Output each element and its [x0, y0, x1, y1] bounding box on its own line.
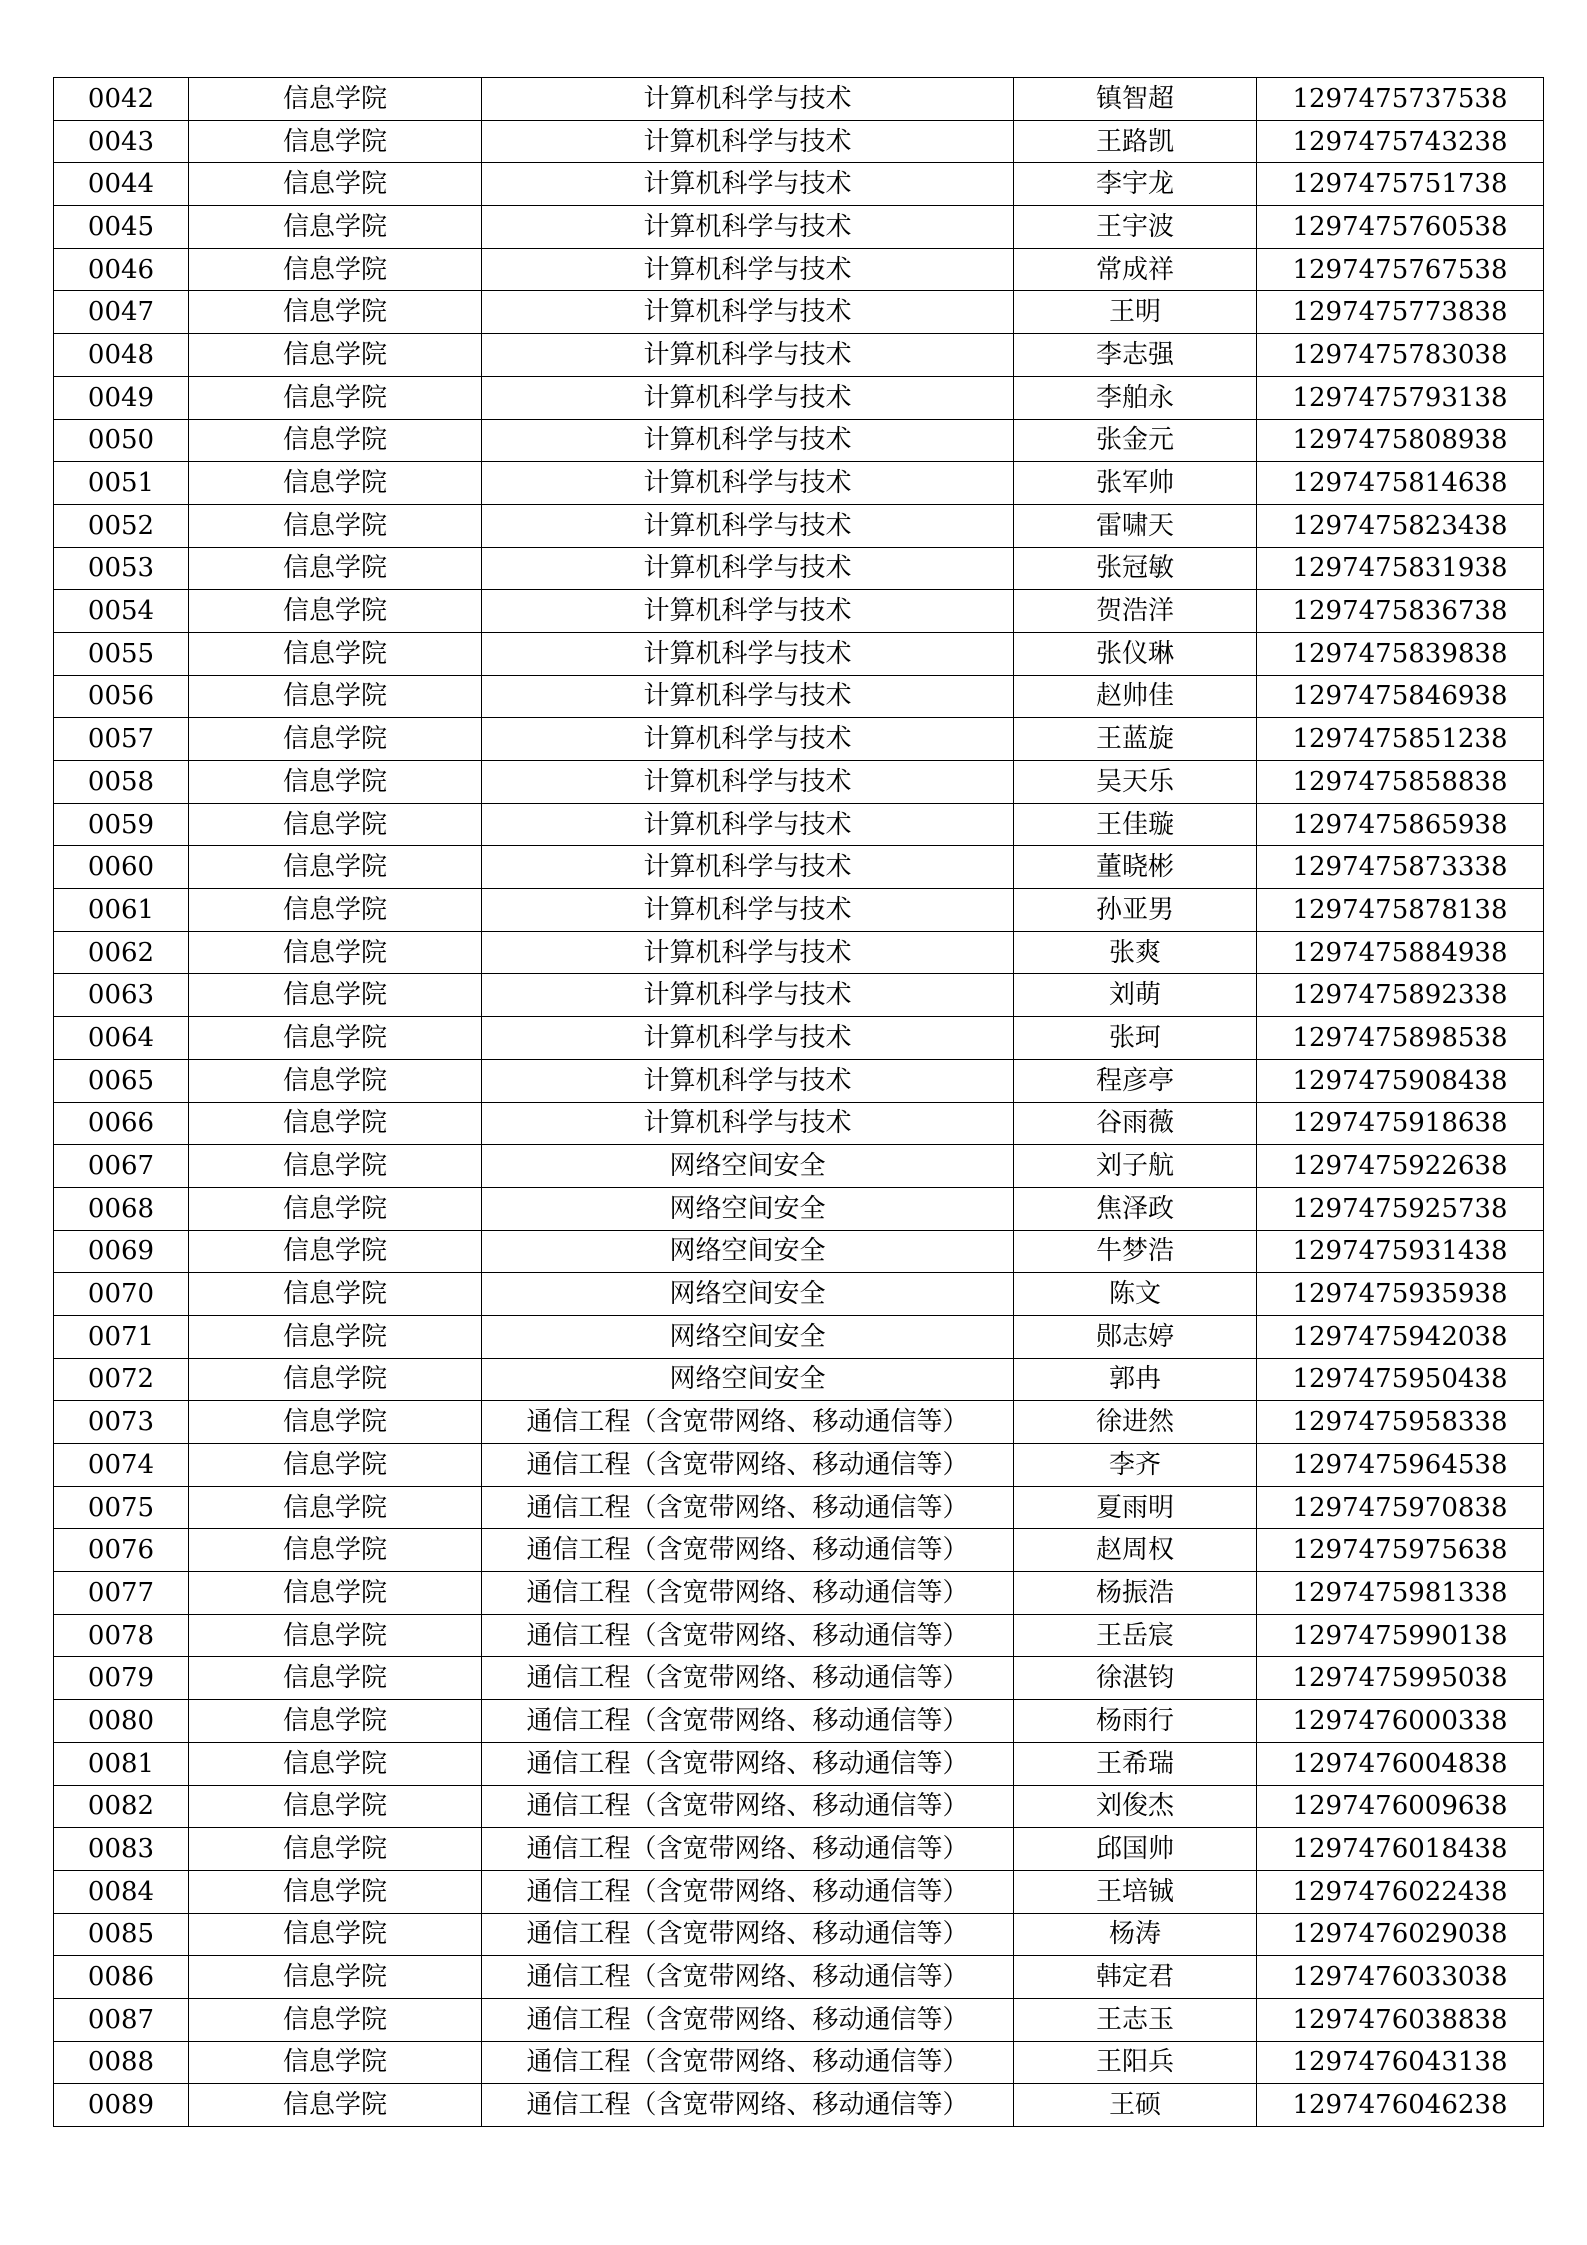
major-cell: 网络空间安全: [482, 1315, 1014, 1358]
major-cell: 通信工程（含宽带网络、移动通信等）: [482, 1614, 1014, 1657]
exam-id-cell: 1297476018438: [1257, 1828, 1544, 1871]
serial-number-cell: 0068: [54, 1187, 189, 1230]
college-cell: 信息学院: [189, 2084, 482, 2127]
table-row: [54, 1358, 1544, 1401]
exam-id-cell: 1297475737538: [1257, 78, 1544, 121]
student-list-table: [53, 77, 1544, 2127]
college-cell: 信息学院: [189, 1614, 482, 1657]
college-cell: 信息学院: [189, 1785, 482, 1828]
table-row: [54, 675, 1544, 718]
exam-id-cell: 1297475922638: [1257, 1145, 1544, 1188]
student-name-cell: 邱国帅: [1014, 1828, 1257, 1871]
serial-number-cell: 0073: [54, 1401, 189, 1444]
exam-id-cell: 1297476038838: [1257, 1998, 1544, 2041]
student-name-cell: 郭冉: [1014, 1358, 1257, 1401]
major-cell: 计算机科学与技术: [482, 419, 1014, 462]
exam-id-cell: 1297475942038: [1257, 1315, 1544, 1358]
major-cell: 网络空间安全: [482, 1358, 1014, 1401]
college-cell: 信息学院: [189, 1828, 482, 1871]
college-cell: 信息学院: [189, 78, 482, 121]
table-row: [54, 1315, 1544, 1358]
student-name-cell: 张军帅: [1014, 462, 1257, 505]
college-cell: 信息学院: [189, 803, 482, 846]
serial-number-cell: 0047: [54, 291, 189, 334]
table-row: [54, 931, 1544, 974]
table-row: [54, 1742, 1544, 1785]
table-row: [54, 1529, 1544, 1572]
college-cell: 信息学院: [189, 120, 482, 163]
major-cell: 计算机科学与技术: [482, 120, 1014, 163]
exam-id-cell: 1297475964538: [1257, 1444, 1544, 1487]
student-name-cell: 李舶永: [1014, 376, 1257, 419]
table-row: [54, 1187, 1544, 1230]
college-cell: 信息学院: [189, 1145, 482, 1188]
exam-id-cell: 1297475981338: [1257, 1572, 1544, 1615]
major-cell: 计算机科学与技术: [482, 462, 1014, 505]
major-cell: 通信工程（含宽带网络、移动通信等）: [482, 1998, 1014, 2041]
major-cell: 通信工程（含宽带网络、移动通信等）: [482, 1956, 1014, 1999]
student-name-cell: 王岳宸: [1014, 1614, 1257, 1657]
serial-number-cell: 0056: [54, 675, 189, 718]
serial-number-cell: 0044: [54, 163, 189, 206]
serial-number-cell: 0055: [54, 632, 189, 675]
college-cell: 信息学院: [189, 1700, 482, 1743]
major-cell: 计算机科学与技术: [482, 376, 1014, 419]
serial-number-cell: 0053: [54, 547, 189, 590]
student-name-cell: 镇智超: [1014, 78, 1257, 121]
serial-number-cell: 0084: [54, 1870, 189, 1913]
table-row: [54, 974, 1544, 1017]
table-body: [54, 78, 1544, 2127]
student-name-cell: 杨涛: [1014, 1913, 1257, 1956]
major-cell: 计算机科学与技术: [482, 248, 1014, 291]
table-row: [54, 1273, 1544, 1316]
serial-number-cell: 0077: [54, 1572, 189, 1615]
student-name-cell: 常成祥: [1014, 248, 1257, 291]
student-name-cell: 贺浩洋: [1014, 590, 1257, 633]
student-name-cell: 赵帅佳: [1014, 675, 1257, 718]
major-cell: 通信工程（含宽带网络、移动通信等）: [482, 2084, 1014, 2127]
exam-id-cell: 1297475808938: [1257, 419, 1544, 462]
exam-id-cell: 1297475878138: [1257, 889, 1544, 932]
table-row: [54, 1017, 1544, 1060]
table-row: [54, 1145, 1544, 1188]
student-name-cell: 王志玉: [1014, 1998, 1257, 2041]
student-name-cell: 王硕: [1014, 2084, 1257, 2127]
major-cell: 计算机科学与技术: [482, 547, 1014, 590]
exam-id-cell: 1297475814638: [1257, 462, 1544, 505]
major-cell: 通信工程（含宽带网络、移动通信等）: [482, 1742, 1014, 1785]
student-name-cell: 徐湛钧: [1014, 1657, 1257, 1700]
student-name-cell: 张仪琳: [1014, 632, 1257, 675]
student-name-cell: 王希瑞: [1014, 1742, 1257, 1785]
major-cell: 计算机科学与技术: [482, 334, 1014, 377]
serial-number-cell: 0042: [54, 78, 189, 121]
major-cell: 计算机科学与技术: [482, 1102, 1014, 1145]
exam-id-cell: 1297475892338: [1257, 974, 1544, 1017]
major-cell: 计算机科学与技术: [482, 1017, 1014, 1060]
exam-id-cell: 1297475858838: [1257, 761, 1544, 804]
serial-number-cell: 0067: [54, 1145, 189, 1188]
exam-id-cell: 1297475958338: [1257, 1401, 1544, 1444]
exam-id-cell: 1297476004838: [1257, 1742, 1544, 1785]
major-cell: 通信工程（含宽带网络、移动通信等）: [482, 1870, 1014, 1913]
table-row: [54, 1956, 1544, 1999]
serial-number-cell: 0086: [54, 1956, 189, 1999]
serial-number-cell: 0046: [54, 248, 189, 291]
exam-id-cell: 1297475751738: [1257, 163, 1544, 206]
serial-number-cell: 0064: [54, 1017, 189, 1060]
exam-id-cell: 1297475773838: [1257, 291, 1544, 334]
college-cell: 信息学院: [189, 248, 482, 291]
college-cell: 信息学院: [189, 1956, 482, 1999]
serial-number-cell: 0049: [54, 376, 189, 419]
student-name-cell: 王蓝旋: [1014, 718, 1257, 761]
student-name-cell: 王培铖: [1014, 1870, 1257, 1913]
serial-number-cell: 0065: [54, 1059, 189, 1102]
exam-id-cell: 1297476009638: [1257, 1785, 1544, 1828]
major-cell: 计算机科学与技术: [482, 78, 1014, 121]
college-cell: 信息学院: [189, 1913, 482, 1956]
table-row: [54, 632, 1544, 675]
table-row: [54, 78, 1544, 121]
college-cell: 信息学院: [189, 462, 482, 505]
serial-number-cell: 0059: [54, 803, 189, 846]
serial-number-cell: 0087: [54, 1998, 189, 2041]
college-cell: 信息学院: [189, 163, 482, 206]
major-cell: 计算机科学与技术: [482, 974, 1014, 1017]
major-cell: 计算机科学与技术: [482, 675, 1014, 718]
table-row: [54, 462, 1544, 505]
major-cell: 计算机科学与技术: [482, 163, 1014, 206]
exam-id-cell: 1297475760538: [1257, 206, 1544, 249]
table-row: [54, 889, 1544, 932]
major-cell: 计算机科学与技术: [482, 1059, 1014, 1102]
serial-number-cell: 0048: [54, 334, 189, 377]
serial-number-cell: 0052: [54, 504, 189, 547]
student-name-cell: 陈文: [1014, 1273, 1257, 1316]
serial-number-cell: 0081: [54, 1742, 189, 1785]
exam-id-cell: 1297475990138: [1257, 1614, 1544, 1657]
student-name-cell: 雷啸天: [1014, 504, 1257, 547]
college-cell: 信息学院: [189, 1358, 482, 1401]
serial-number-cell: 0050: [54, 419, 189, 462]
college-cell: 信息学院: [189, 931, 482, 974]
student-name-cell: 徐进然: [1014, 1401, 1257, 1444]
student-name-cell: 谷雨薇: [1014, 1102, 1257, 1145]
major-cell: 网络空间安全: [482, 1187, 1014, 1230]
exam-id-cell: 1297475898538: [1257, 1017, 1544, 1060]
serial-number-cell: 0078: [54, 1614, 189, 1657]
student-name-cell: 赵周权: [1014, 1529, 1257, 1572]
serial-number-cell: 0045: [54, 206, 189, 249]
serial-number-cell: 0083: [54, 1828, 189, 1871]
college-cell: 信息学院: [189, 1017, 482, 1060]
exam-id-cell: 1297475839838: [1257, 632, 1544, 675]
college-cell: 信息学院: [189, 1102, 482, 1145]
exam-id-cell: 1297475836738: [1257, 590, 1544, 633]
table-row: [54, 1700, 1544, 1743]
student-name-cell: 杨振浩: [1014, 1572, 1257, 1615]
major-cell: 计算机科学与技术: [482, 846, 1014, 889]
exam-id-cell: 1297475975638: [1257, 1529, 1544, 1572]
exam-id-cell: 1297475783038: [1257, 334, 1544, 377]
college-cell: 信息学院: [189, 1998, 482, 2041]
college-cell: 信息学院: [189, 291, 482, 334]
student-name-cell: 程彦亭: [1014, 1059, 1257, 1102]
serial-number-cell: 0080: [54, 1700, 189, 1743]
college-cell: 信息学院: [189, 632, 482, 675]
serial-number-cell: 0075: [54, 1486, 189, 1529]
table-row: [54, 803, 1544, 846]
table-row: [54, 163, 1544, 206]
student-name-cell: 董晓彬: [1014, 846, 1257, 889]
serial-number-cell: 0060: [54, 846, 189, 889]
exam-id-cell: 1297475935938: [1257, 1273, 1544, 1316]
table-row: [54, 1572, 1544, 1615]
table-row: [54, 547, 1544, 590]
college-cell: 信息学院: [189, 590, 482, 633]
table-row: [54, 1998, 1544, 2041]
major-cell: 计算机科学与技术: [482, 504, 1014, 547]
serial-number-cell: 0070: [54, 1273, 189, 1316]
college-cell: 信息学院: [189, 1572, 482, 1615]
exam-id-cell: 1297475865938: [1257, 803, 1544, 846]
table-row: [54, 120, 1544, 163]
exam-id-cell: 1297476029038: [1257, 1913, 1544, 1956]
major-cell: 计算机科学与技术: [482, 291, 1014, 334]
college-cell: 信息学院: [189, 206, 482, 249]
serial-number-cell: 0079: [54, 1657, 189, 1700]
exam-id-cell: 1297475931438: [1257, 1230, 1544, 1273]
student-name-cell: 刘俊杰: [1014, 1785, 1257, 1828]
table-row: [54, 1444, 1544, 1487]
student-name-cell: 牛梦浩: [1014, 1230, 1257, 1273]
table-row: [54, 1870, 1544, 1913]
major-cell: 通信工程（含宽带网络、移动通信等）: [482, 1785, 1014, 1828]
serial-number-cell: 0071: [54, 1315, 189, 1358]
table-row: [54, 1614, 1544, 1657]
student-name-cell: 韩定君: [1014, 1956, 1257, 1999]
major-cell: 通信工程（含宽带网络、移动通信等）: [482, 1657, 1014, 1700]
student-name-cell: 孙亚男: [1014, 889, 1257, 932]
table-row: [54, 334, 1544, 377]
student-name-cell: 夏雨明: [1014, 1486, 1257, 1529]
college-cell: 信息学院: [189, 1401, 482, 1444]
major-cell: 网络空间安全: [482, 1273, 1014, 1316]
college-cell: 信息学院: [189, 1486, 482, 1529]
serial-number-cell: 0072: [54, 1358, 189, 1401]
exam-id-cell: 1297475995038: [1257, 1657, 1544, 1700]
college-cell: 信息学院: [189, 1315, 482, 1358]
college-cell: 信息学院: [189, 1273, 482, 1316]
serial-number-cell: 0051: [54, 462, 189, 505]
college-cell: 信息学院: [189, 1444, 482, 1487]
major-cell: 通信工程（含宽带网络、移动通信等）: [482, 1828, 1014, 1871]
student-name-cell: 刘萌: [1014, 974, 1257, 1017]
student-name-cell: 王路凯: [1014, 120, 1257, 163]
student-name-cell: 张爽: [1014, 931, 1257, 974]
table-row: [54, 1230, 1544, 1273]
table-row: [54, 718, 1544, 761]
serial-number-cell: 0054: [54, 590, 189, 633]
college-cell: 信息学院: [189, 761, 482, 804]
major-cell: 计算机科学与技术: [482, 632, 1014, 675]
exam-id-cell: 1297475950438: [1257, 1358, 1544, 1401]
exam-id-cell: 1297475925738: [1257, 1187, 1544, 1230]
table-row: [54, 1059, 1544, 1102]
table-row: [54, 419, 1544, 462]
serial-number-cell: 0089: [54, 2084, 189, 2127]
major-cell: 计算机科学与技术: [482, 761, 1014, 804]
exam-id-cell: 1297475831938: [1257, 547, 1544, 590]
major-cell: 通信工程（含宽带网络、移动通信等）: [482, 1486, 1014, 1529]
table-row: [54, 1657, 1544, 1700]
serial-number-cell: 0043: [54, 120, 189, 163]
student-name-cell: 张冠敏: [1014, 547, 1257, 590]
major-cell: 网络空间安全: [482, 1145, 1014, 1188]
table-row: [54, 248, 1544, 291]
major-cell: 通信工程（含宽带网络、移动通信等）: [482, 2041, 1014, 2084]
major-cell: 计算机科学与技术: [482, 803, 1014, 846]
major-cell: 通信工程（含宽带网络、移动通信等）: [482, 1572, 1014, 1615]
college-cell: 信息学院: [189, 1529, 482, 1572]
table-row: [54, 846, 1544, 889]
table-row: [54, 376, 1544, 419]
serial-number-cell: 0085: [54, 1913, 189, 1956]
major-cell: 计算机科学与技术: [482, 718, 1014, 761]
student-name-cell: 王阳兵: [1014, 2041, 1257, 2084]
table-row: [54, 206, 1544, 249]
student-name-cell: 吴天乐: [1014, 761, 1257, 804]
student-name-cell: 杨雨行: [1014, 1700, 1257, 1743]
college-cell: 信息学院: [189, 1059, 482, 1102]
student-name-cell: 张珂: [1014, 1017, 1257, 1060]
major-cell: 网络空间安全: [482, 1230, 1014, 1273]
table-row: [54, 1486, 1544, 1529]
student-name-cell: 王明: [1014, 291, 1257, 334]
exam-id-cell: 1297475918638: [1257, 1102, 1544, 1145]
major-cell: 计算机科学与技术: [482, 931, 1014, 974]
major-cell: 通信工程（含宽带网络、移动通信等）: [482, 1700, 1014, 1743]
table-row: [54, 590, 1544, 633]
college-cell: 信息学院: [189, 547, 482, 590]
college-cell: 信息学院: [189, 419, 482, 462]
college-cell: 信息学院: [189, 1230, 482, 1273]
exam-id-cell: 1297475884938: [1257, 931, 1544, 974]
student-name-cell: 王宇波: [1014, 206, 1257, 249]
serial-number-cell: 0082: [54, 1785, 189, 1828]
table-row: [54, 1828, 1544, 1871]
exam-id-cell: 1297476033038: [1257, 1956, 1544, 1999]
college-cell: 信息学院: [189, 675, 482, 718]
table-row: [54, 1401, 1544, 1444]
exam-id-cell: 1297475743238: [1257, 120, 1544, 163]
student-name-cell: 郧志婷: [1014, 1315, 1257, 1358]
serial-number-cell: 0061: [54, 889, 189, 932]
college-cell: 信息学院: [189, 1870, 482, 1913]
table-row: [54, 1102, 1544, 1145]
table-row: [54, 1913, 1544, 1956]
exam-id-cell: 1297476046238: [1257, 2084, 1544, 2127]
student-name-cell: 焦泽政: [1014, 1187, 1257, 1230]
college-cell: 信息学院: [189, 889, 482, 932]
serial-number-cell: 0063: [54, 974, 189, 1017]
major-cell: 通信工程（含宽带网络、移动通信等）: [482, 1401, 1014, 1444]
exam-id-cell: 1297475851238: [1257, 718, 1544, 761]
college-cell: 信息学院: [189, 334, 482, 377]
exam-id-cell: 1297475873338: [1257, 846, 1544, 889]
exam-id-cell: 1297476000338: [1257, 1700, 1544, 1743]
major-cell: 通信工程（含宽带网络、移动通信等）: [482, 1444, 1014, 1487]
student-name-cell: 李齐: [1014, 1444, 1257, 1487]
serial-number-cell: 0062: [54, 931, 189, 974]
exam-id-cell: 1297476022438: [1257, 1870, 1544, 1913]
college-cell: 信息学院: [189, 1742, 482, 1785]
student-name-cell: 王佳璇: [1014, 803, 1257, 846]
table-row: [54, 761, 1544, 804]
serial-number-cell: 0074: [54, 1444, 189, 1487]
serial-number-cell: 0069: [54, 1230, 189, 1273]
exam-id-cell: 1297475793138: [1257, 376, 1544, 419]
exam-id-cell: 1297475767538: [1257, 248, 1544, 291]
college-cell: 信息学院: [189, 1187, 482, 1230]
college-cell: 信息学院: [189, 504, 482, 547]
serial-number-cell: 0057: [54, 718, 189, 761]
table-row: [54, 2041, 1544, 2084]
college-cell: 信息学院: [189, 974, 482, 1017]
serial-number-cell: 0066: [54, 1102, 189, 1145]
table-row: [54, 504, 1544, 547]
student-name-cell: 李志强: [1014, 334, 1257, 377]
serial-number-cell: 0058: [54, 761, 189, 804]
table-row: [54, 291, 1544, 334]
exam-id-cell: 1297475908438: [1257, 1059, 1544, 1102]
major-cell: 通信工程（含宽带网络、移动通信等）: [482, 1913, 1014, 1956]
serial-number-cell: 0088: [54, 2041, 189, 2084]
table-row: [54, 2084, 1544, 2127]
major-cell: 通信工程（含宽带网络、移动通信等）: [482, 1529, 1014, 1572]
major-cell: 计算机科学与技术: [482, 590, 1014, 633]
serial-number-cell: 0076: [54, 1529, 189, 1572]
college-cell: 信息学院: [189, 376, 482, 419]
exam-id-cell: 1297475823438: [1257, 504, 1544, 547]
student-name-cell: 张金元: [1014, 419, 1257, 462]
college-cell: 信息学院: [189, 1657, 482, 1700]
exam-id-cell: 1297475846938: [1257, 675, 1544, 718]
college-cell: 信息学院: [189, 846, 482, 889]
college-cell: 信息学院: [189, 2041, 482, 2084]
major-cell: 计算机科学与技术: [482, 206, 1014, 249]
exam-id-cell: 1297475970838: [1257, 1486, 1544, 1529]
exam-id-cell: 1297476043138: [1257, 2041, 1544, 2084]
major-cell: 计算机科学与技术: [482, 889, 1014, 932]
student-name-cell: 刘子航: [1014, 1145, 1257, 1188]
college-cell: 信息学院: [189, 718, 482, 761]
student-name-cell: 李宇龙: [1014, 163, 1257, 206]
table-row: [54, 1785, 1544, 1828]
